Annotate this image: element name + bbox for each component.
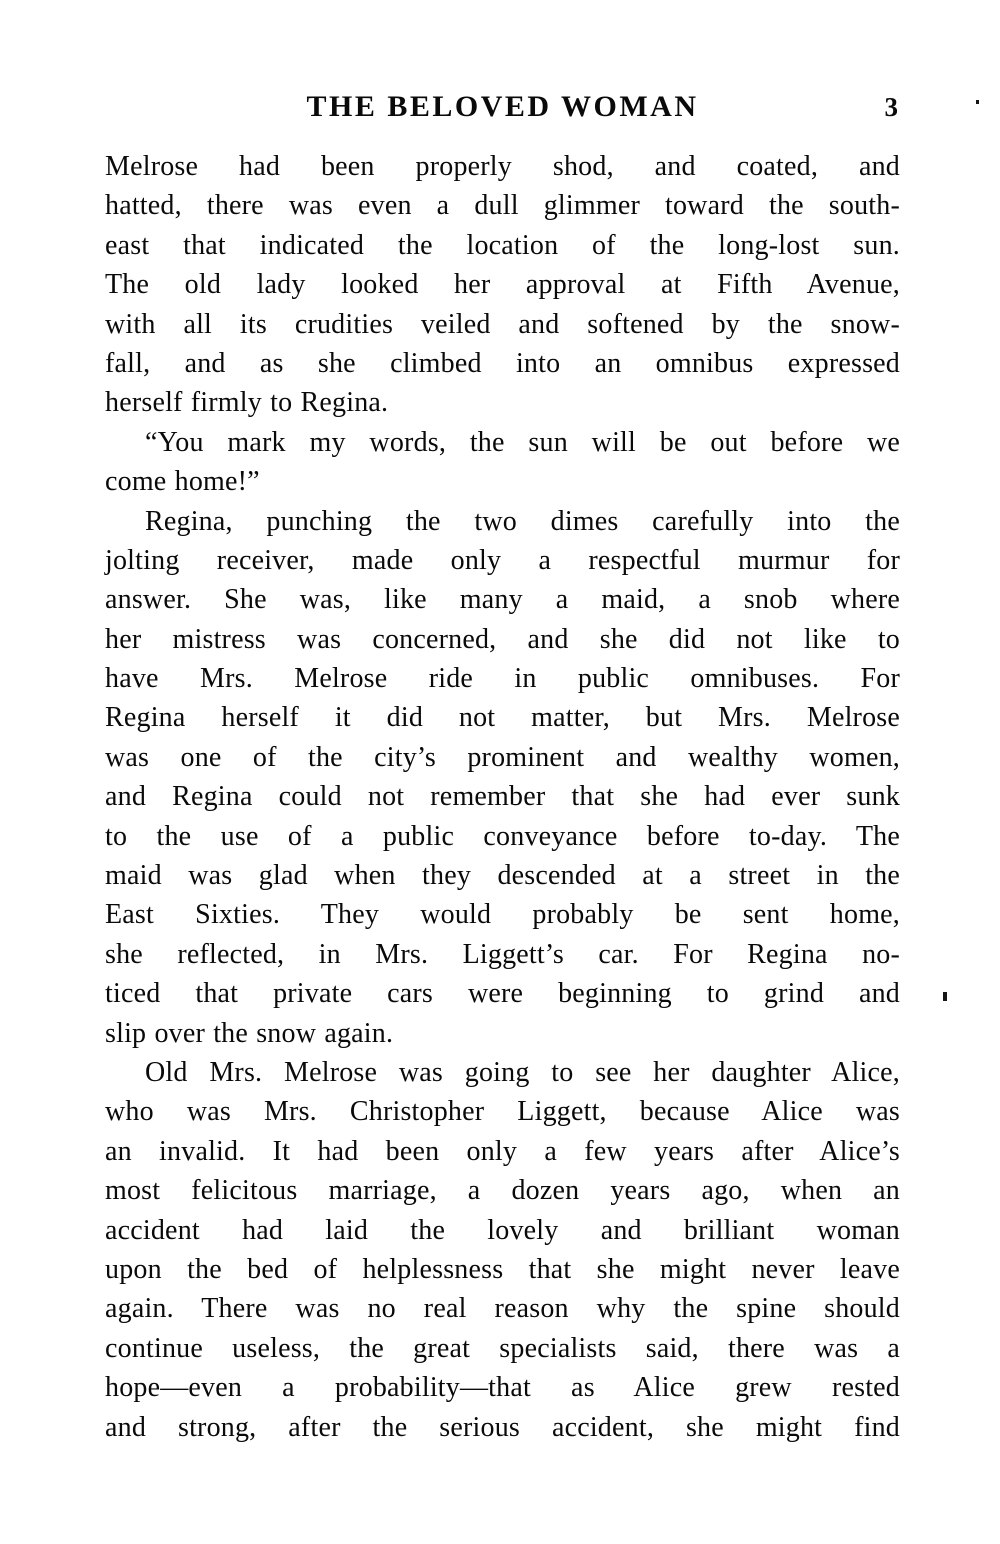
text-line: again. There was no real reason why the spine should xyxy=(105,1293,900,1325)
text-line: was one of the city’s prominent and wealthy women, xyxy=(105,741,900,773)
page-body xyxy=(105,147,900,1447)
text-line: ticed that private cars were beginning to grind and xyxy=(105,978,900,1010)
text-line: slip over the snow again. xyxy=(105,1017,394,1049)
text-line: and Regina could not remember that she had ever sunk xyxy=(105,781,900,813)
text-line: answer. She was, like many a maid, a snob where xyxy=(105,584,900,616)
text-line: to the use of a public conveyance before to-day. The xyxy=(105,820,900,852)
text-line: maid was glad when they descended at a street in the xyxy=(105,860,900,892)
text-line: most felicitous marriage, a dozen years ago, when an xyxy=(105,1175,900,1207)
text-line: east that indicated the location of the long-lost sun. xyxy=(105,229,900,261)
text-line: herself firmly to Regina. xyxy=(105,387,389,419)
text-line: an invalid. It had been only a few years after Alice’s xyxy=(105,1135,900,1167)
page-number: 3 xyxy=(884,92,898,122)
text-line: who was Mrs. Christopher Liggett, because Alice was xyxy=(105,1096,900,1128)
text-line: Regina herself it did not matter, but Mrs. Melrose xyxy=(105,702,900,734)
text-line: “You mark my words, the sun will be out before we xyxy=(145,426,900,458)
text-line: her mistress was concerned, and she did not like to xyxy=(105,623,900,655)
text-line: Old Mrs. Melrose was going to see her daughter Alice, xyxy=(145,1056,900,1088)
scan-speck-1 xyxy=(976,100,979,104)
text-line: Melrose had been properly shod, and coated, and xyxy=(105,151,900,182)
page-header xyxy=(105,88,900,128)
text-line: come home!” xyxy=(105,466,260,498)
text-line: hope—even a probability—that as Alice grew rested xyxy=(105,1372,900,1404)
text-line: East Sixties. They would probably be sent home, xyxy=(105,899,900,931)
text-line: with all its crudities veiled and softened by the snow- xyxy=(105,308,900,340)
text-line: she reflected, in Mrs. Liggett’s car. For Regina no- xyxy=(105,938,900,970)
text-line: The old lady looked her approval at Fifth Avenue, xyxy=(105,269,900,301)
text-line: accident had laid the lovely and brilliant woman xyxy=(105,1214,900,1246)
text-line: hatted, there was even a dull glimmer toward the south- xyxy=(105,190,900,222)
running-title: THE BELOVED WOMAN xyxy=(306,90,699,123)
scan-speck-2 xyxy=(943,992,947,1001)
text-line: jolting receiver, made only a respectful murmur for xyxy=(105,544,900,576)
text-line: continue useless, the great specialists said, there was a xyxy=(105,1332,900,1364)
text-line: upon the bed of helplessness that she might never leave xyxy=(105,1253,900,1285)
text-line: Regina, punching the two dimes carefully into the xyxy=(145,505,900,537)
text-line: have Mrs. Melrose ride in public omnibuses. For xyxy=(105,663,900,695)
text-line: fall, and as she climbed into an omnibus expressed xyxy=(105,347,900,379)
text-line: and strong, after the serious accident, she might find xyxy=(105,1411,900,1443)
